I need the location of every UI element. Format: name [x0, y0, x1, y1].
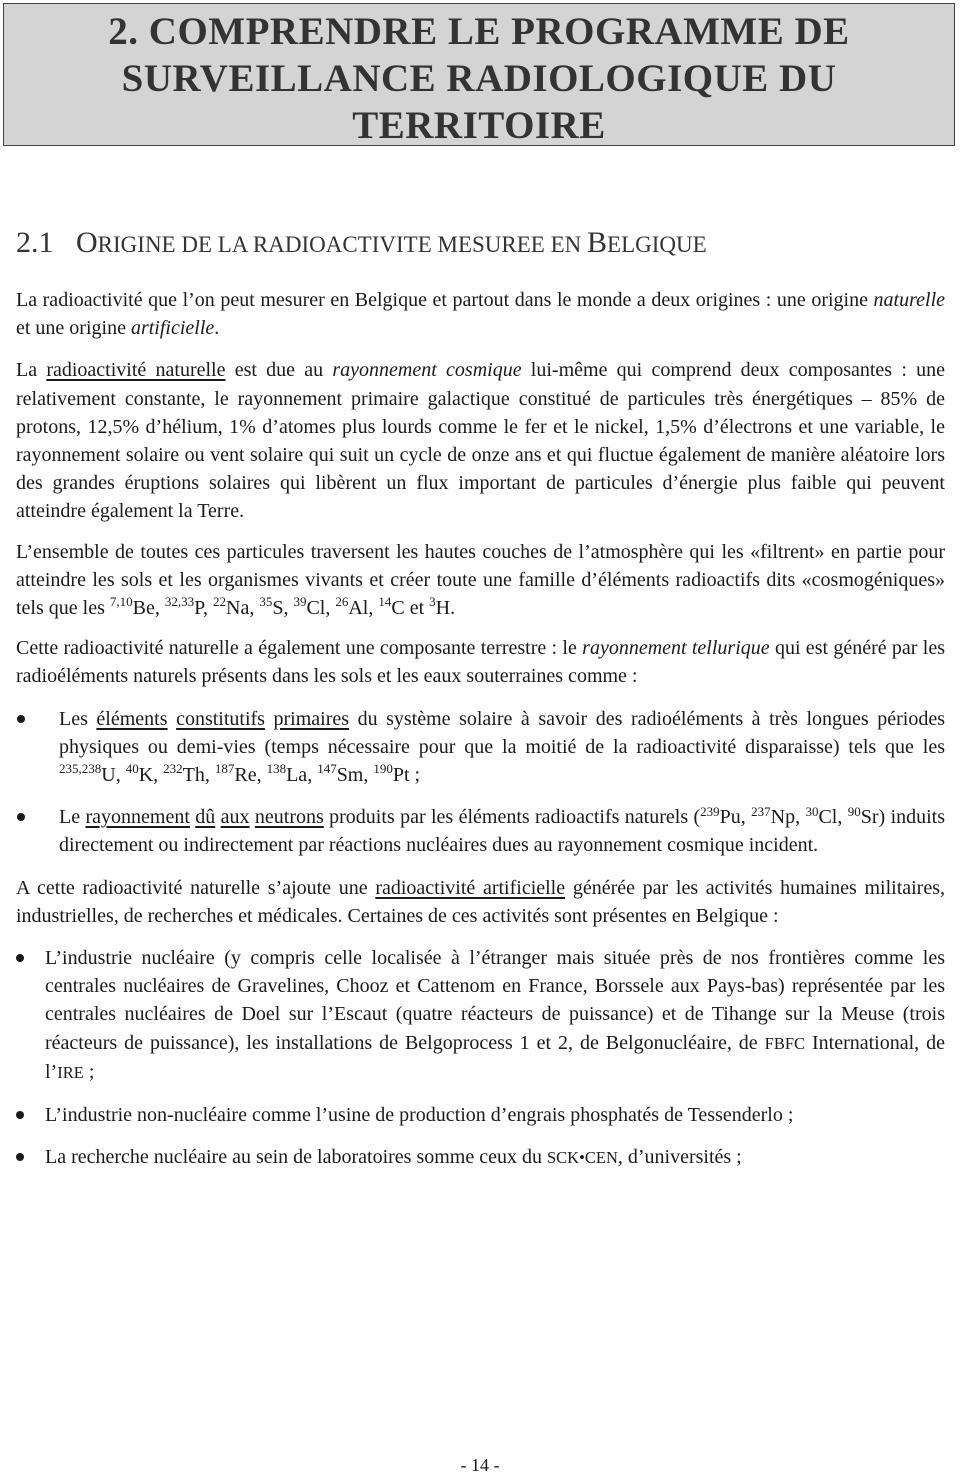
paragraph-natural-radioactivity: La radioactivité naturelle est due au rayonnement cosmique lui-même qui comprend deux composantes : une relativement constante, le rayonnement primaire galactique constitué de particules très énergétiques – 85% de protons, 12,5% d’hélium, 1% d’atomes plus lourds comme le fer et le nickel, 1,5% d’électrons et une variable, le rayonnement solaire ou vent solaire qui suit un cycle de onze ans et qui fluctue également de manière aléatoire lors des grandes éruptions solaires qui libèrent un flux important de particules d’énergie plus faible qui peuvent atteindre également la Terre. — [16, 359, 945, 523]
list-item: Les éléments constitutifs primaires du système solaire à savoir des radioéléments à très longues périodes physiques ou demi-vies (temps nécessaire pour que la moitié de la radioactivité disparaisse) tels que les $^{235,238}$U, $^{40}$K, $^{232}$Th, $^{187}$Re, $^{138}$La, $^{147}$Sm, $^{190}$Pt ; — [16, 705, 945, 790]
paragraph-cosmogenic: L’ensemble de toutes ces particules traversent les hautes couches de l’atmosphère qui les «filtrent» en partie pour atteindre les sols et les organismes vivants et créer toute une famille d’éléments radioactifs dits «cosmogéniques» tels que les $^{7,10}$Be, $^{32,33}$P, $^{22}$Na, $^{35}$S, $^{39}$Cl, $^{26}$Al, $^{14}$C et $^3$H. — [16, 540, 945, 620]
list-item: L’industrie non-nucléaire comme l’usine de production d’engrais phosphatés de Tessenderlo ; — [16, 1101, 945, 1129]
chapter-header-box — [3, 3, 955, 146]
chapter-title-line: TERRITOIRE — [352, 104, 606, 147]
list-item: L’industrie nucléaire (y compris celle localisée à l’étranger mais située près de nos frontières comme les centrales nucléaires de Gravelines, Chooz et Cattenom en France, Borssele aux Pays-bas) représentée par les centrales nucléaires de Doel sur l’Escaut (quatre réacteurs de puissance) et de Tihange sur la Meuse (trois réacteurs de puissance), les installations de Belgoprocess 1 et 2, de Belgonucléaire, de FBFC International, de l’IRE ; — [16, 944, 945, 1087]
section-title: 2.1 ORIGINE DE LA RADIOACTIVITE MESUREE EN BELGIQUE — [16, 226, 707, 259]
bullet-icon — [17, 813, 25, 821]
bullet-icon — [16, 1153, 24, 1161]
bullet-icon — [17, 715, 25, 723]
list-item: Le rayonnement dû aux neutrons produits par les éléments radioactifs naturels ($^{239}$Pu, $^{237}$Np, $^{30}$Cl, $^{90}$Sr) induits directement ou indirectement par réactions nucléaires dues au rayonnement cosmique incident. — [16, 803, 945, 859]
bullet-icon — [16, 954, 24, 962]
paragraph-artificial: A cette radioactivité naturelle s’ajoute une radioactivité artificielle générée par les activités humaines militaires, industrielles, de recherches et médicales. Certaines de ces activités sont présentes en Belgique : — [16, 876, 945, 927]
bullet-icon — [16, 1111, 24, 1119]
section-number: 2.1 — [16, 226, 54, 259]
list-item: La recherche nucléaire au sein de laboratoires somme ceux du SCK•CEN, d’universités ; — [16, 1143, 945, 1172]
chapter-title-line: 2. COMPRENDRE LE PROGRAMME DE — [108, 10, 850, 53]
chapter-title — [4, 4, 954, 149]
list-natural-sources — [16, 705, 945, 860]
list-artificial-sources — [16, 944, 945, 1172]
body-content — [16, 286, 945, 1186]
chapter-title-line: SURVEILLANCE RADIOLOGIQUE DU — [121, 57, 837, 100]
paragraph-telluric: Cette radioactivité naturelle a également une composante terrestre : le rayonnement tellurique qui est généré par les radioéléments naturels présents dans les sols et les eaux souterraines comme : — [16, 637, 945, 688]
page-number: - 14 - — [460, 1455, 500, 1475]
paragraph-origins: La radioactivité que l’on peut mesurer en Belgique et partout dans le monde a deux origines : une origine naturelle et une origine artificielle. — [16, 289, 945, 340]
